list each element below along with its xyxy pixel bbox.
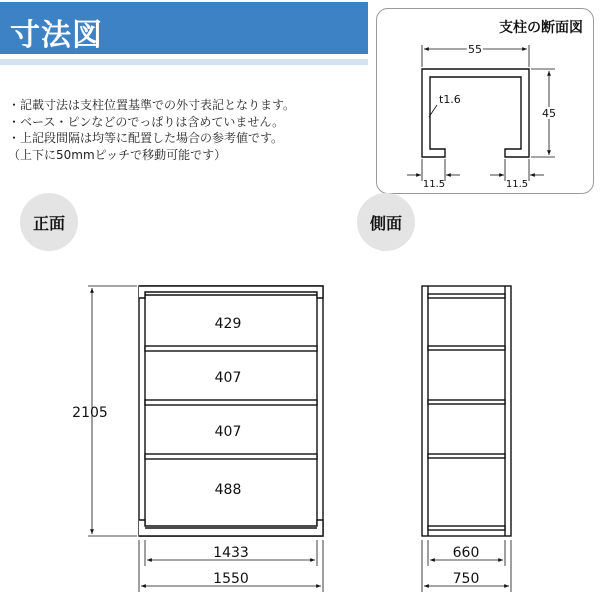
front-view-label: 正面 — [20, 193, 78, 251]
dim-total-height: 2105 — [72, 405, 108, 421]
dim-outer-width: 1550 — [213, 571, 249, 587]
spacing-label: 429 — [214, 316, 242, 332]
side-shelf-frame — [422, 286, 511, 536]
note-line: ・記載寸法は支柱位置基準での外寸表記となります。 — [8, 98, 296, 112]
dim-thickness: t1.6 — [439, 93, 461, 106]
dim-outer-depth: 750 — [452, 571, 480, 587]
spacing-label: 407 — [214, 370, 242, 386]
spacing-label: 407 — [214, 424, 242, 440]
dim-inner-depth: 660 — [452, 545, 480, 561]
note-line: ・上記段間隔は均等に配置した場合の参考値です。 — [8, 131, 284, 145]
section-title: 支柱の断面図 — [499, 20, 583, 36]
spacing-label: 488 — [214, 482, 242, 498]
dim-width: 55 — [468, 43, 482, 56]
note-line: ・ベース・ピンなどのでっぱりは含めていません。 — [8, 114, 285, 129]
dim-height: 45 — [542, 107, 556, 120]
dim-flange-right: 11.5 — [505, 179, 529, 190]
dim-inner-width: 1433 — [213, 545, 249, 561]
side-view-label: 側面 — [357, 193, 415, 251]
dim-flange-left: 11.5 — [422, 179, 446, 190]
note-line: （上下に50mmピッチで移動可能です） — [8, 147, 227, 162]
page-title: 寸法図 — [10, 18, 103, 53]
